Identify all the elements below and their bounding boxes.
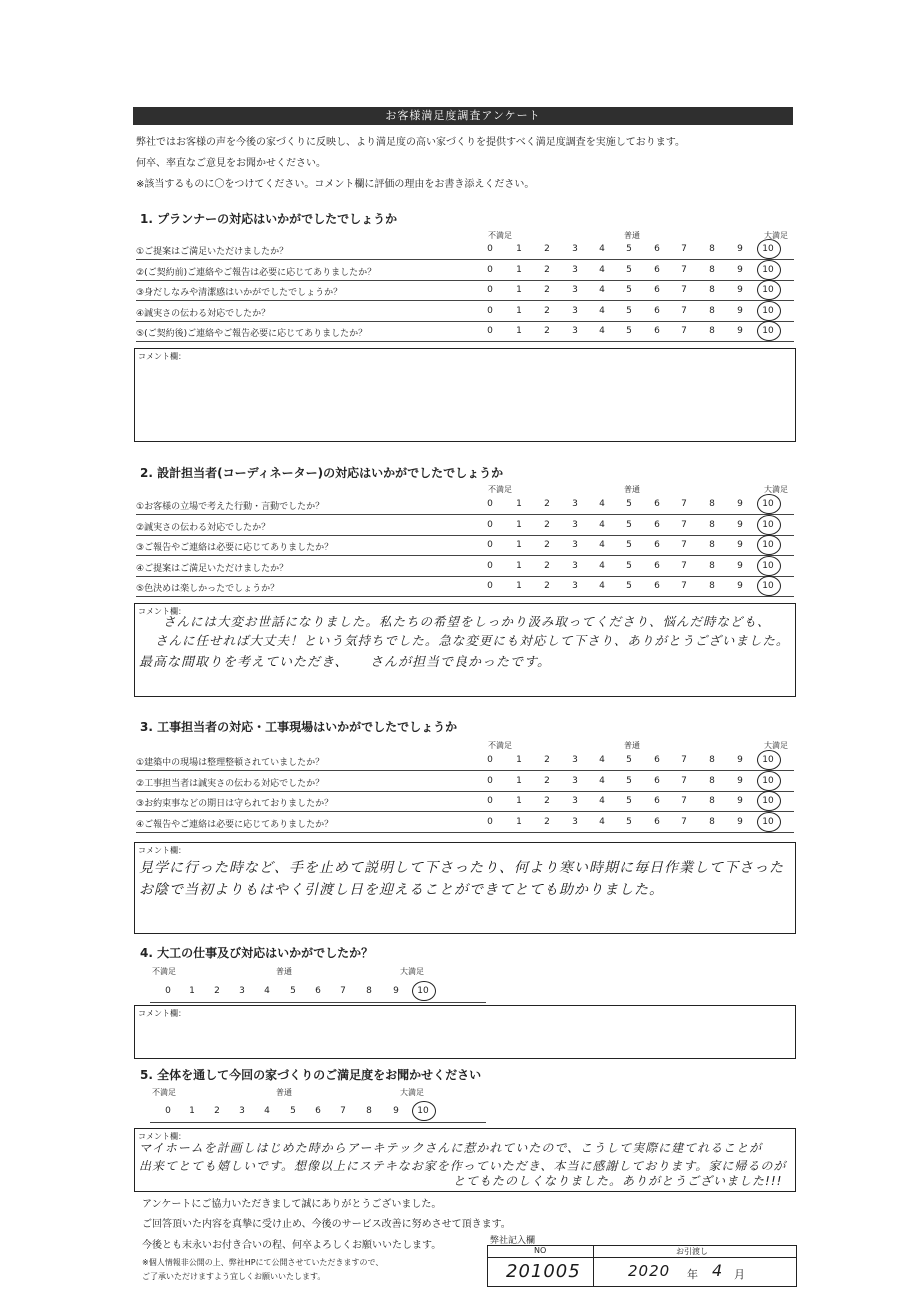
score-option-9[interactable]: 9 — [393, 1106, 399, 1116]
score-option-6[interactable]: 6 — [654, 775, 660, 786]
score-option-7[interactable]: 7 — [681, 305, 687, 316]
score-option-8[interactable]: 8 — [709, 775, 715, 786]
score-option-10[interactable]: 10 — [762, 775, 774, 786]
score-option-7[interactable]: 7 — [681, 326, 687, 336]
scale-label: 普通 — [624, 741, 640, 750]
score-option-1[interactable]: 1 — [516, 755, 522, 765]
score-option-3[interactable]: 3 — [572, 796, 578, 806]
question-text: ②(ご契約前)ご連絡やご報告は必要に応じてありましたか？ — [136, 267, 377, 278]
score-option-3[interactable]: 3 — [572, 305, 578, 316]
intro-line: ※該当するものに〇をつけてください。コメント欄に評価の理由をお書き添えください。 — [136, 179, 535, 190]
score-option-4[interactable]: 4 — [599, 285, 605, 295]
question-text: ①ご提案はご満足いただけましたか？ — [136, 247, 289, 257]
score-option-9[interactable]: 9 — [737, 519, 743, 530]
score-option-0[interactable]: 0 — [487, 264, 493, 275]
score-option-9[interactable]: 9 — [737, 796, 743, 806]
question-row — [136, 321, 794, 342]
score-option-10[interactable]: 10 — [762, 755, 774, 765]
score-option-4[interactable]: 4 — [599, 519, 605, 530]
comment-label: コメント欄： — [138, 352, 186, 361]
score-option-2[interactable]: 2 — [544, 560, 550, 571]
score-option-0[interactable]: 0 — [487, 519, 493, 530]
scale-label: 普通 — [624, 231, 640, 240]
scale-label: 普通 — [276, 1088, 292, 1097]
score-option-1[interactable]: 1 — [516, 581, 522, 591]
question-row — [136, 239, 794, 260]
question-row — [136, 791, 794, 812]
score-option-6[interactable]: 6 — [654, 326, 660, 336]
score-option-3[interactable]: 3 — [572, 581, 578, 591]
score-option-10[interactable]: 10 — [762, 540, 774, 550]
selected-score-circle — [757, 239, 781, 259]
score-option-2[interactable]: 2 — [544, 540, 550, 550]
score-option-1[interactable]: 1 — [189, 986, 195, 996]
score-option-10[interactable]: 10 — [762, 326, 774, 336]
score-option-2[interactable]: 2 — [544, 264, 550, 275]
question-text: ⑤(ご契約後)ご連絡やご報告必要に応じてありましたか？ — [136, 329, 368, 339]
score-option-4[interactable]: 4 — [599, 755, 605, 765]
score-option-10[interactable]: 10 — [762, 499, 774, 509]
score-option-7[interactable]: 7 — [681, 581, 687, 591]
score-option-10[interactable]: 10 — [762, 581, 774, 591]
comment-label: コメント欄： — [138, 846, 186, 855]
score-option-2[interactable]: 2 — [544, 755, 550, 765]
comment-box[interactable] — [134, 842, 796, 934]
month-unit: 月 — [734, 1268, 745, 1281]
section-heading: 2. 設計担当者(コーディネーター)の対応はいかがでしたでしょうか — [140, 466, 504, 480]
score-option-9[interactable]: 9 — [737, 244, 743, 254]
comment-box[interactable] — [134, 1005, 796, 1059]
score-option-2[interactable]: 2 — [544, 581, 550, 591]
question-text: ②誠実さの伝わる対応でしたか？ — [136, 522, 271, 533]
question-text: ①建築中の現場は整理整頓されていましたか？ — [136, 758, 325, 768]
score-option-9[interactable]: 9 — [393, 986, 399, 996]
selected-score-circle — [757, 301, 781, 321]
page-title: お客様満足度調査アンケート — [133, 107, 793, 125]
selected-score-circle — [757, 260, 781, 280]
score-option-6[interactable]: 6 — [654, 305, 660, 316]
comment-label: コメント欄： — [138, 1009, 186, 1018]
selected-score-circle — [757, 280, 781, 300]
score-option-4[interactable]: 4 — [264, 1106, 270, 1116]
scale-label: 普通 — [276, 967, 292, 976]
question-text: ③お約束事などの期日は守られておりましたか？ — [136, 799, 334, 809]
comment-box[interactable] — [134, 1128, 796, 1192]
scale-label: 不満足 — [488, 485, 512, 494]
intro-line: 何卒、率直なご意見をお聞かせください。 — [136, 158, 326, 169]
score-option-3[interactable]: 3 — [572, 755, 578, 765]
score-option-4[interactable]: 4 — [599, 499, 605, 509]
scale-label: 不満足 — [488, 231, 512, 240]
score-option-5[interactable]: 5 — [626, 285, 632, 295]
score-option-0[interactable]: 0 — [487, 244, 493, 254]
score-option-6[interactable]: 6 — [315, 986, 321, 996]
score-option-2[interactable]: 2 — [544, 244, 550, 254]
score-option-7[interactable]: 7 — [681, 540, 687, 550]
score-option-2[interactable]: 2 — [544, 519, 550, 530]
year-unit: 年 — [687, 1268, 698, 1281]
score-option-9[interactable]: 9 — [737, 816, 743, 827]
score-option-6[interactable]: 6 — [315, 1106, 321, 1116]
score-option-7[interactable]: 7 — [681, 816, 687, 827]
comment-label: コメント欄： — [138, 607, 186, 616]
score-option-8[interactable]: 8 — [709, 816, 715, 827]
score-option-6[interactable]: 6 — [654, 244, 660, 254]
score-option-4[interactable]: 4 — [599, 540, 605, 550]
score-option-8[interactable]: 8 — [709, 244, 715, 254]
score-option-7[interactable]: 7 — [681, 560, 687, 571]
score-option-0[interactable]: 0 — [487, 816, 493, 827]
score-option-3[interactable]: 3 — [239, 1106, 245, 1116]
score-option-9[interactable]: 9 — [737, 264, 743, 275]
score-option-3[interactable]: 3 — [572, 264, 578, 275]
handover-year: 2020 — [628, 1262, 671, 1280]
score-option-6[interactable]: 6 — [654, 540, 660, 550]
score-option-8[interactable]: 8 — [709, 581, 715, 591]
scale-label: 不満足 — [152, 1088, 176, 1097]
footer-line: ご回答頂いた内容を真摯に受け止め、今後のサービス改善に努めさせて頂きます。 — [142, 1219, 511, 1230]
question-text: ⑤色決めは楽しかったでしょうか？ — [136, 584, 280, 594]
score-option-5[interactable]: 5 — [290, 986, 296, 996]
score-option-6[interactable]: 6 — [654, 285, 660, 295]
score-option-5[interactable]: 5 — [626, 264, 632, 275]
score-option-7[interactable]: 7 — [681, 755, 687, 765]
score-option-3[interactable]: 3 — [572, 540, 578, 550]
score-option-2[interactable]: 2 — [544, 305, 550, 316]
score-option-4[interactable]: 4 — [599, 560, 605, 571]
score-option-3[interactable]: 3 — [572, 244, 578, 254]
score-option-5[interactable]: 5 — [626, 816, 632, 827]
score-option-6[interactable]: 6 — [654, 755, 660, 765]
handover-month: 4 — [712, 1261, 724, 1280]
question-text: ③ご報告やご連絡は必要に応じてありましたか？ — [136, 543, 334, 553]
score-option-7[interactable]: 7 — [681, 264, 687, 275]
score-option-10[interactable]: 10 — [762, 285, 774, 295]
score-option-2[interactable]: 2 — [544, 285, 550, 295]
handwritten-comment: マイホームを計画しはじめた時からアーキテックさんに惹かれていたので、こうして実際に建てれることが — [139, 1141, 763, 1155]
score-option-5[interactable]: 5 — [626, 244, 632, 254]
score-option-1[interactable]: 1 — [516, 775, 522, 786]
score-option-9[interactable]: 9 — [737, 499, 743, 509]
score-option-2[interactable]: 2 — [544, 816, 550, 827]
score-option-3[interactable]: 3 — [572, 499, 578, 509]
selected-score-circle — [757, 791, 781, 811]
scale-label: 不満足 — [488, 741, 512, 750]
question-text: ①お客様の立場で考えた行動・言動でしたか？ — [136, 502, 325, 512]
score-option-0[interactable]: 0 — [487, 540, 493, 550]
selected-score-circle — [757, 556, 781, 576]
comment-box[interactable] — [134, 603, 796, 697]
score-option-3[interactable]: 3 — [572, 560, 578, 571]
score-option-7[interactable]: 7 — [681, 796, 687, 806]
question-row — [136, 494, 794, 515]
score-option-6[interactable]: 6 — [654, 796, 660, 806]
handwritten-comment: 見学に行った時など、手を止めて説明して下さったり、何より寒い時期に毎日作業して下さった — [139, 860, 784, 876]
score-option-8[interactable]: 8 — [709, 796, 715, 806]
score-option-4[interactable]: 4 — [264, 986, 270, 996]
score-option-9[interactable]: 9 — [737, 285, 743, 295]
selected-score-circle — [412, 1101, 436, 1121]
score-option-7[interactable]: 7 — [340, 986, 346, 996]
scale-label: 普通 — [624, 485, 640, 494]
footer-line: 今後とも末永いお付き合いの程、何卒よろしくお願いいたします。 — [142, 1240, 442, 1251]
score-option-6[interactable]: 6 — [654, 264, 660, 275]
handwritten-comment: とてもたのしくなりました。ありがとうございました!!! — [453, 1174, 783, 1188]
score-option-8[interactable]: 8 — [709, 519, 715, 530]
score-option-5[interactable]: 5 — [626, 560, 632, 571]
score-option-4[interactable]: 4 — [599, 775, 605, 786]
privacy-note: ご了承いただけますよう宜しくお願いいたします。 — [142, 1272, 326, 1281]
score-option-8[interactable]: 8 — [709, 305, 715, 316]
section-heading: 4. 大工の仕事及び対応はいかがでしたか？ — [140, 946, 374, 960]
score-option-0[interactable]: 0 — [487, 305, 493, 316]
score-option-4[interactable]: 4 — [599, 796, 605, 806]
score-option-4[interactable]: 4 — [599, 264, 605, 275]
handover-label: お引渡し — [676, 1247, 708, 1256]
score-option-5[interactable]: 5 — [626, 775, 632, 786]
score-option-6[interactable]: 6 — [654, 519, 660, 530]
score-option-5[interactable]: 5 — [626, 755, 632, 765]
score-option-10[interactable]: 10 — [762, 305, 774, 316]
question-text: ②工事担当者は誠実さの伝わる対応でしたか？ — [136, 778, 325, 789]
score-option-5[interactable]: 5 — [626, 326, 632, 336]
score-option-3[interactable]: 3 — [572, 816, 578, 827]
score-option-5[interactable]: 5 — [626, 540, 632, 550]
score-option-5[interactable]: 5 — [290, 1106, 296, 1116]
score-option-8[interactable]: 8 — [709, 540, 715, 550]
selected-score-circle — [757, 535, 781, 555]
score-option-10[interactable]: 10 — [762, 816, 774, 827]
customer-number: 201005 — [506, 1261, 581, 1282]
no-label: NO — [534, 1246, 547, 1255]
office-use-box — [487, 1245, 797, 1287]
scale-label: 不満足 — [152, 967, 176, 976]
scale-label: 大満足 — [400, 1088, 424, 1097]
score-option-10[interactable]: 10 — [762, 244, 774, 254]
question-row — [136, 301, 794, 322]
score-option-1[interactable]: 1 — [516, 264, 522, 275]
comment-box[interactable] — [134, 348, 796, 442]
score-option-5[interactable]: 5 — [626, 305, 632, 316]
score-option-10[interactable]: 10 — [417, 1106, 429, 1116]
footer-line: アンケートにご協力いただきまして誠にありがとうございました。 — [142, 1199, 442, 1210]
score-option-3[interactable]: 3 — [572, 775, 578, 786]
score-option-8[interactable]: 8 — [366, 986, 372, 996]
selected-score-circle — [412, 981, 436, 1001]
score-option-1[interactable]: 1 — [189, 1106, 195, 1116]
score-option-0[interactable]: 0 — [487, 499, 493, 509]
selected-score-circle — [757, 576, 781, 596]
score-option-10[interactable]: 10 — [762, 264, 774, 275]
score-option-7[interactable]: 7 — [681, 285, 687, 295]
handwritten-comment: 最高な間取りを考えていただき、 さんが担当で良かったです。 — [139, 655, 551, 670]
score-option-1[interactable]: 1 — [516, 244, 522, 254]
scale-underline — [150, 1122, 486, 1123]
score-option-6[interactable]: 6 — [654, 560, 660, 571]
score-option-0[interactable]: 0 — [165, 1106, 171, 1116]
office-use-label: 弊社記入欄 — [490, 1236, 536, 1246]
score-option-8[interactable]: 8 — [366, 1106, 372, 1116]
score-option-2[interactable]: 2 — [214, 1106, 220, 1116]
intro-line: 弊社ではお客様の声を今後の家づくりに反映し、より満足度の高い家づくりを提供すべく満足度調査を実施しております。 — [136, 137, 685, 148]
selected-score-circle — [757, 771, 781, 791]
selected-score-circle — [757, 812, 781, 832]
score-option-3[interactable]: 3 — [572, 326, 578, 336]
section-heading: 1. プランナーの対応はいかがでしたでしょうか — [140, 212, 398, 226]
score-option-3[interactable]: 3 — [572, 285, 578, 295]
score-option-8[interactable]: 8 — [709, 326, 715, 336]
privacy-note: ※個人情報非公開の上、弊社HPにて公開させていただきますので、 — [142, 1258, 384, 1267]
score-option-5[interactable]: 5 — [626, 796, 632, 806]
score-option-8[interactable]: 8 — [709, 285, 715, 295]
score-option-2[interactable]: 2 — [544, 499, 550, 509]
score-option-0[interactable]: 0 — [487, 796, 493, 806]
score-option-9[interactable]: 9 — [737, 326, 743, 336]
question-row — [136, 260, 794, 281]
question-text: ③身だしなみや清潔感はいかがでしたでしょうか？ — [136, 288, 343, 298]
score-option-7[interactable]: 7 — [681, 499, 687, 509]
score-option-5[interactable]: 5 — [626, 519, 632, 530]
selected-score-circle — [757, 750, 781, 770]
score-option-10[interactable]: 10 — [762, 796, 774, 806]
question-row — [136, 556, 794, 577]
question-row — [136, 280, 794, 301]
score-option-8[interactable]: 8 — [709, 560, 715, 571]
score-option-0[interactable]: 0 — [487, 285, 493, 295]
score-option-9[interactable]: 9 — [737, 775, 743, 786]
selected-score-circle — [757, 515, 781, 535]
section-heading: 3. 工事担当者の対応・工事現場はいかがでしたでしょうか — [140, 720, 458, 734]
score-option-2[interactable]: 2 — [544, 775, 550, 786]
score-option-1[interactable]: 1 — [516, 326, 522, 336]
handwritten-comment: さんには大変お世話になりました。私たちの希望をしっかり汲み取ってくださり、悩んだ時なども、 — [163, 614, 771, 629]
handwritten-comment: 出来てとても嬉しいです。想像以上にステキなお家を作っていただき、本当に感謝しております。家に帰るのが — [139, 1159, 787, 1173]
score-option-0[interactable]: 0 — [487, 755, 493, 765]
score-option-2[interactable]: 2 — [214, 986, 220, 996]
score-option-4[interactable]: 4 — [599, 581, 605, 591]
scale-underline — [150, 1002, 486, 1003]
score-option-7[interactable]: 7 — [681, 519, 687, 530]
scale-label: 大満足 — [764, 485, 788, 494]
selected-score-circle — [757, 321, 781, 341]
score-option-2[interactable]: 2 — [544, 326, 550, 336]
score-option-0[interactable]: 0 — [487, 775, 493, 786]
score-option-0[interactable]: 0 — [487, 560, 493, 571]
score-option-9[interactable]: 9 — [737, 755, 743, 765]
score-option-1[interactable]: 1 — [516, 540, 522, 550]
scale-label: 大満足 — [764, 231, 788, 240]
score-option-9[interactable]: 9 — [737, 540, 743, 550]
score-option-9[interactable]: 9 — [737, 305, 743, 316]
question-text: ④ご提案はご満足いただけましたか？ — [136, 563, 289, 574]
scale-label: 大満足 — [764, 741, 788, 750]
score-option-1[interactable]: 1 — [516, 560, 522, 571]
question-text: ④誠実さの伝わる対応でしたか？ — [136, 308, 271, 319]
score-option-5[interactable]: 5 — [626, 581, 632, 591]
score-option-8[interactable]: 8 — [709, 264, 715, 275]
score-option-5[interactable]: 5 — [626, 499, 632, 509]
handwritten-comment: さんに任せれば大丈夫！という気持ちでした。急な変更にも対応して下さり、ありがとうございました。 — [155, 633, 790, 648]
score-option-2[interactable]: 2 — [544, 796, 550, 806]
score-option-4[interactable]: 4 — [599, 816, 605, 827]
score-option-7[interactable]: 7 — [681, 244, 687, 254]
question-row — [136, 771, 794, 792]
score-option-1[interactable]: 1 — [516, 816, 522, 827]
selected-score-circle — [757, 494, 781, 514]
score-option-4[interactable]: 4 — [599, 305, 605, 316]
score-option-0[interactable]: 0 — [487, 581, 493, 591]
score-option-9[interactable]: 9 — [737, 560, 743, 571]
score-option-9[interactable]: 9 — [737, 581, 743, 591]
score-option-10[interactable]: 10 — [762, 519, 774, 530]
score-option-6[interactable]: 6 — [654, 816, 660, 827]
comment-label: コメント欄： — [138, 1132, 186, 1141]
scale-label: 大満足 — [400, 967, 424, 976]
score-option-3[interactable]: 3 — [572, 519, 578, 530]
question-row — [136, 576, 794, 597]
score-option-8[interactable]: 8 — [709, 755, 715, 765]
question-row — [136, 812, 794, 833]
handwritten-comment: お陰で当初よりもはやく引渡し日を迎えることができてとても助かりました。 — [139, 882, 664, 898]
question-text: ④ご報告やご連絡は必要に応じてありましたか？ — [136, 819, 334, 830]
score-option-1[interactable]: 1 — [516, 519, 522, 530]
score-option-3[interactable]: 3 — [239, 986, 245, 996]
score-option-1[interactable]: 1 — [516, 499, 522, 509]
score-option-6[interactable]: 6 — [654, 581, 660, 591]
score-option-6[interactable]: 6 — [654, 499, 660, 509]
section-heading: 5. 全体を通して今回の家づくりのご満足度をお聞かせください — [140, 1068, 482, 1082]
score-option-4[interactable]: 4 — [599, 326, 605, 336]
question-row — [136, 515, 794, 536]
score-option-10[interactable]: 10 — [762, 560, 774, 571]
score-option-8[interactable]: 8 — [709, 499, 715, 509]
score-option-1[interactable]: 1 — [516, 305, 522, 316]
score-option-4[interactable]: 4 — [599, 244, 605, 254]
question-row — [136, 750, 794, 771]
score-option-0[interactable]: 0 — [487, 326, 493, 336]
score-option-7[interactable]: 7 — [681, 775, 687, 786]
question-row — [136, 535, 794, 556]
score-option-7[interactable]: 7 — [340, 1106, 346, 1116]
score-option-10[interactable]: 10 — [417, 986, 429, 996]
score-option-1[interactable]: 1 — [516, 285, 522, 295]
score-option-0[interactable]: 0 — [165, 986, 171, 996]
score-option-1[interactable]: 1 — [516, 796, 522, 806]
